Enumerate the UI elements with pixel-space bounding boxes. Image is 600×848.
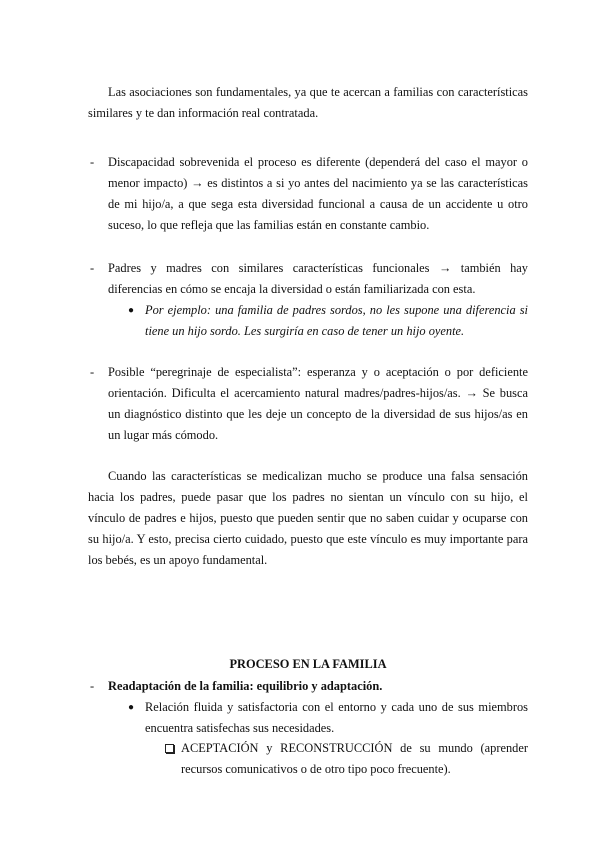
closing-paragraph: Cuando las características se medicalizan mucho se produce una falsa sensación hacia los padres, puede pasar que los padres no sientan un vínculo con su hijo, el vínculo de padres e hijos, puesto que pueden sentir que no saben cuidar y ocuparse con su hijo/a. Y esto, precisa cierto cuidado, puesto que este vínculo es muy importante para los bebés, es un apoyo fundamental. [88, 469, 528, 567]
checkbox-square-icon [165, 744, 174, 753]
intro-paragraph: Las asociaciones son fundamentales, ya que te acercan a familias con características similares y te dan información real contratada. [88, 85, 528, 120]
section-bullet-text: Relación fluida y satisfactoria con el entorno y cada uno de sus miembros encuentra satisfechas sus necesidades. [145, 700, 528, 735]
bullet-marker: ● [128, 702, 135, 713]
list-item-text: Padres y madres con similares características funcionales → también hay diferencias en cómo se encaja la diversidad o están familiarizada con esta. [108, 261, 528, 296]
list-item-peregrinaje [88, 362, 528, 446]
dash-marker: - [90, 679, 95, 693]
list-item-discapacidad [88, 152, 528, 236]
section-item-text: Readaptación de la familia: equilibrio y adaptación. [108, 679, 383, 693]
section-square-text: ACEPTACIÓN y RECONSTRUCCIÓN de su mundo (aprender recursos comunicativos o de otro tipo poco frecuente). [181, 741, 528, 776]
section-heading: PROCESO EN LA FAMILIA [229, 657, 387, 671]
dash-marker: - [90, 365, 95, 379]
dash-marker: - [90, 155, 95, 169]
list-item-padres [88, 258, 528, 300]
example-text: Por ejemplo: una familia de padres sordos, no les supone una diferencia si tiene un hijo sordo. Les surgiría en caso de tener un hijo oyente. [145, 303, 528, 338]
dash-marker: - [90, 261, 95, 275]
section-square-item [165, 738, 528, 780]
section-bullet [128, 697, 528, 739]
example-bullet [128, 300, 528, 342]
section-list-item [88, 676, 528, 697]
bullet-marker: ● [128, 305, 135, 316]
list-item-text: Discapacidad sobrevenida el proceso es diferente (dependerá del caso el mayor o menor impacto) → es distintos a si yo antes del nacimiento ya se las características de mi hijo/a, a que sega esta diversidad funcional a causa de un accidente u otro suceso, lo que refleja que las familias están en constante cambio. [108, 155, 528, 232]
list-item-text: Posible “peregrinaje de especialista”: esperanza y o aceptación o por deficiente orientación. Dificulta el acercamiento natural madres/padres-hijos/as. → Se busca un diagnóstico distinto que les deje un concepto de la diversidad de sus hijos/as en un lugar más cómodo. [108, 365, 528, 442]
